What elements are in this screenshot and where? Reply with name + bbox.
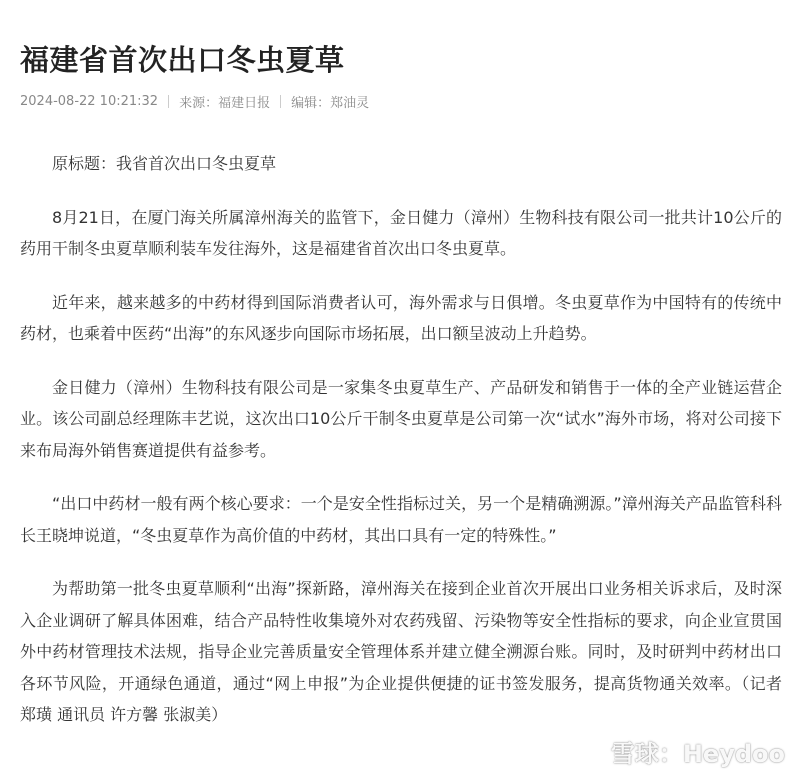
paragraph-3: 金日健力（漳州）生物科技有限公司是一家集冬虫夏草生产、产品研发和销售于一体的全产业链运营企业。该公司副总经理陈丰艺说，这次出口10公斤干制冬虫夏草是公司第一次“试水”海外市场，将对公司接下来布局海外销售赛道提供有益参考。 bbox=[20, 377, 782, 460]
publish-datetime: 2024-08-22 10:21:32 bbox=[20, 94, 159, 109]
paragraph-5: 为帮助第一批冬虫夏草顺利“出海”探新路，漳州海关在接到企业首次开展出口业务相关诉求后，及时深入企业调研了解具体困难，结合产品特性收集境外对农药残留、污染物等安全性指标的要求，向企业宣贯国外中药材管理技术法规，指导企业完善质量安全管理体系并建立健全溯源台账。同时，及时研判中药材出口各环节风险，开通绿色通道，通过“网上申报”为企业提供便捷的证书签发服务，提高货物通关效率。（记者 郑璜 通讯员 许方馨 张淑美） bbox=[20, 579, 782, 724]
paragraph-4: “出口中药材一般有两个核心要求：一个是安全性指标过关，另一个是精确溯源。”漳州海关产品监管科科长王晓坤说道，“冬虫夏草作为高价值的中药材，其出口具有一定的特殊性。” bbox=[20, 494, 782, 545]
meta-divider bbox=[168, 95, 169, 108]
article-body bbox=[20, 148, 782, 753]
source-label: 来源：福建日报 bbox=[179, 96, 271, 111]
watermark-text: 雪球：Heydoo bbox=[610, 740, 785, 768]
watermark bbox=[581, 734, 785, 769]
paragraph-original-title: 原标题：我省首次出口冬虫夏草 bbox=[52, 154, 277, 173]
snowball-icon bbox=[581, 736, 611, 768]
editor-label: 编辑：郑油灵 bbox=[291, 96, 370, 111]
article-title: 福建省首次出口冬虫夏草 bbox=[20, 43, 345, 77]
paragraph-1: 8月21日，在厦门海关所属漳州海关的监管下，金日健力（漳州）生物科技有限公司一批共计10公斤的药用干制冬虫夏草顺利装车发往海外，这是福建省首次出口冬虫夏草。 bbox=[20, 207, 782, 258]
meta-divider bbox=[280, 95, 281, 108]
article-meta bbox=[20, 92, 369, 111]
paragraph-2: 近年来，越来越多的中药材得到国际消费者认可，海外需求与日俱增。冬虫夏草作为中国特有的传统中药材，也乘着中医药“出海”的东风逐步向国际市场拓展，出口额呈波动上升趋势。 bbox=[20, 292, 782, 343]
